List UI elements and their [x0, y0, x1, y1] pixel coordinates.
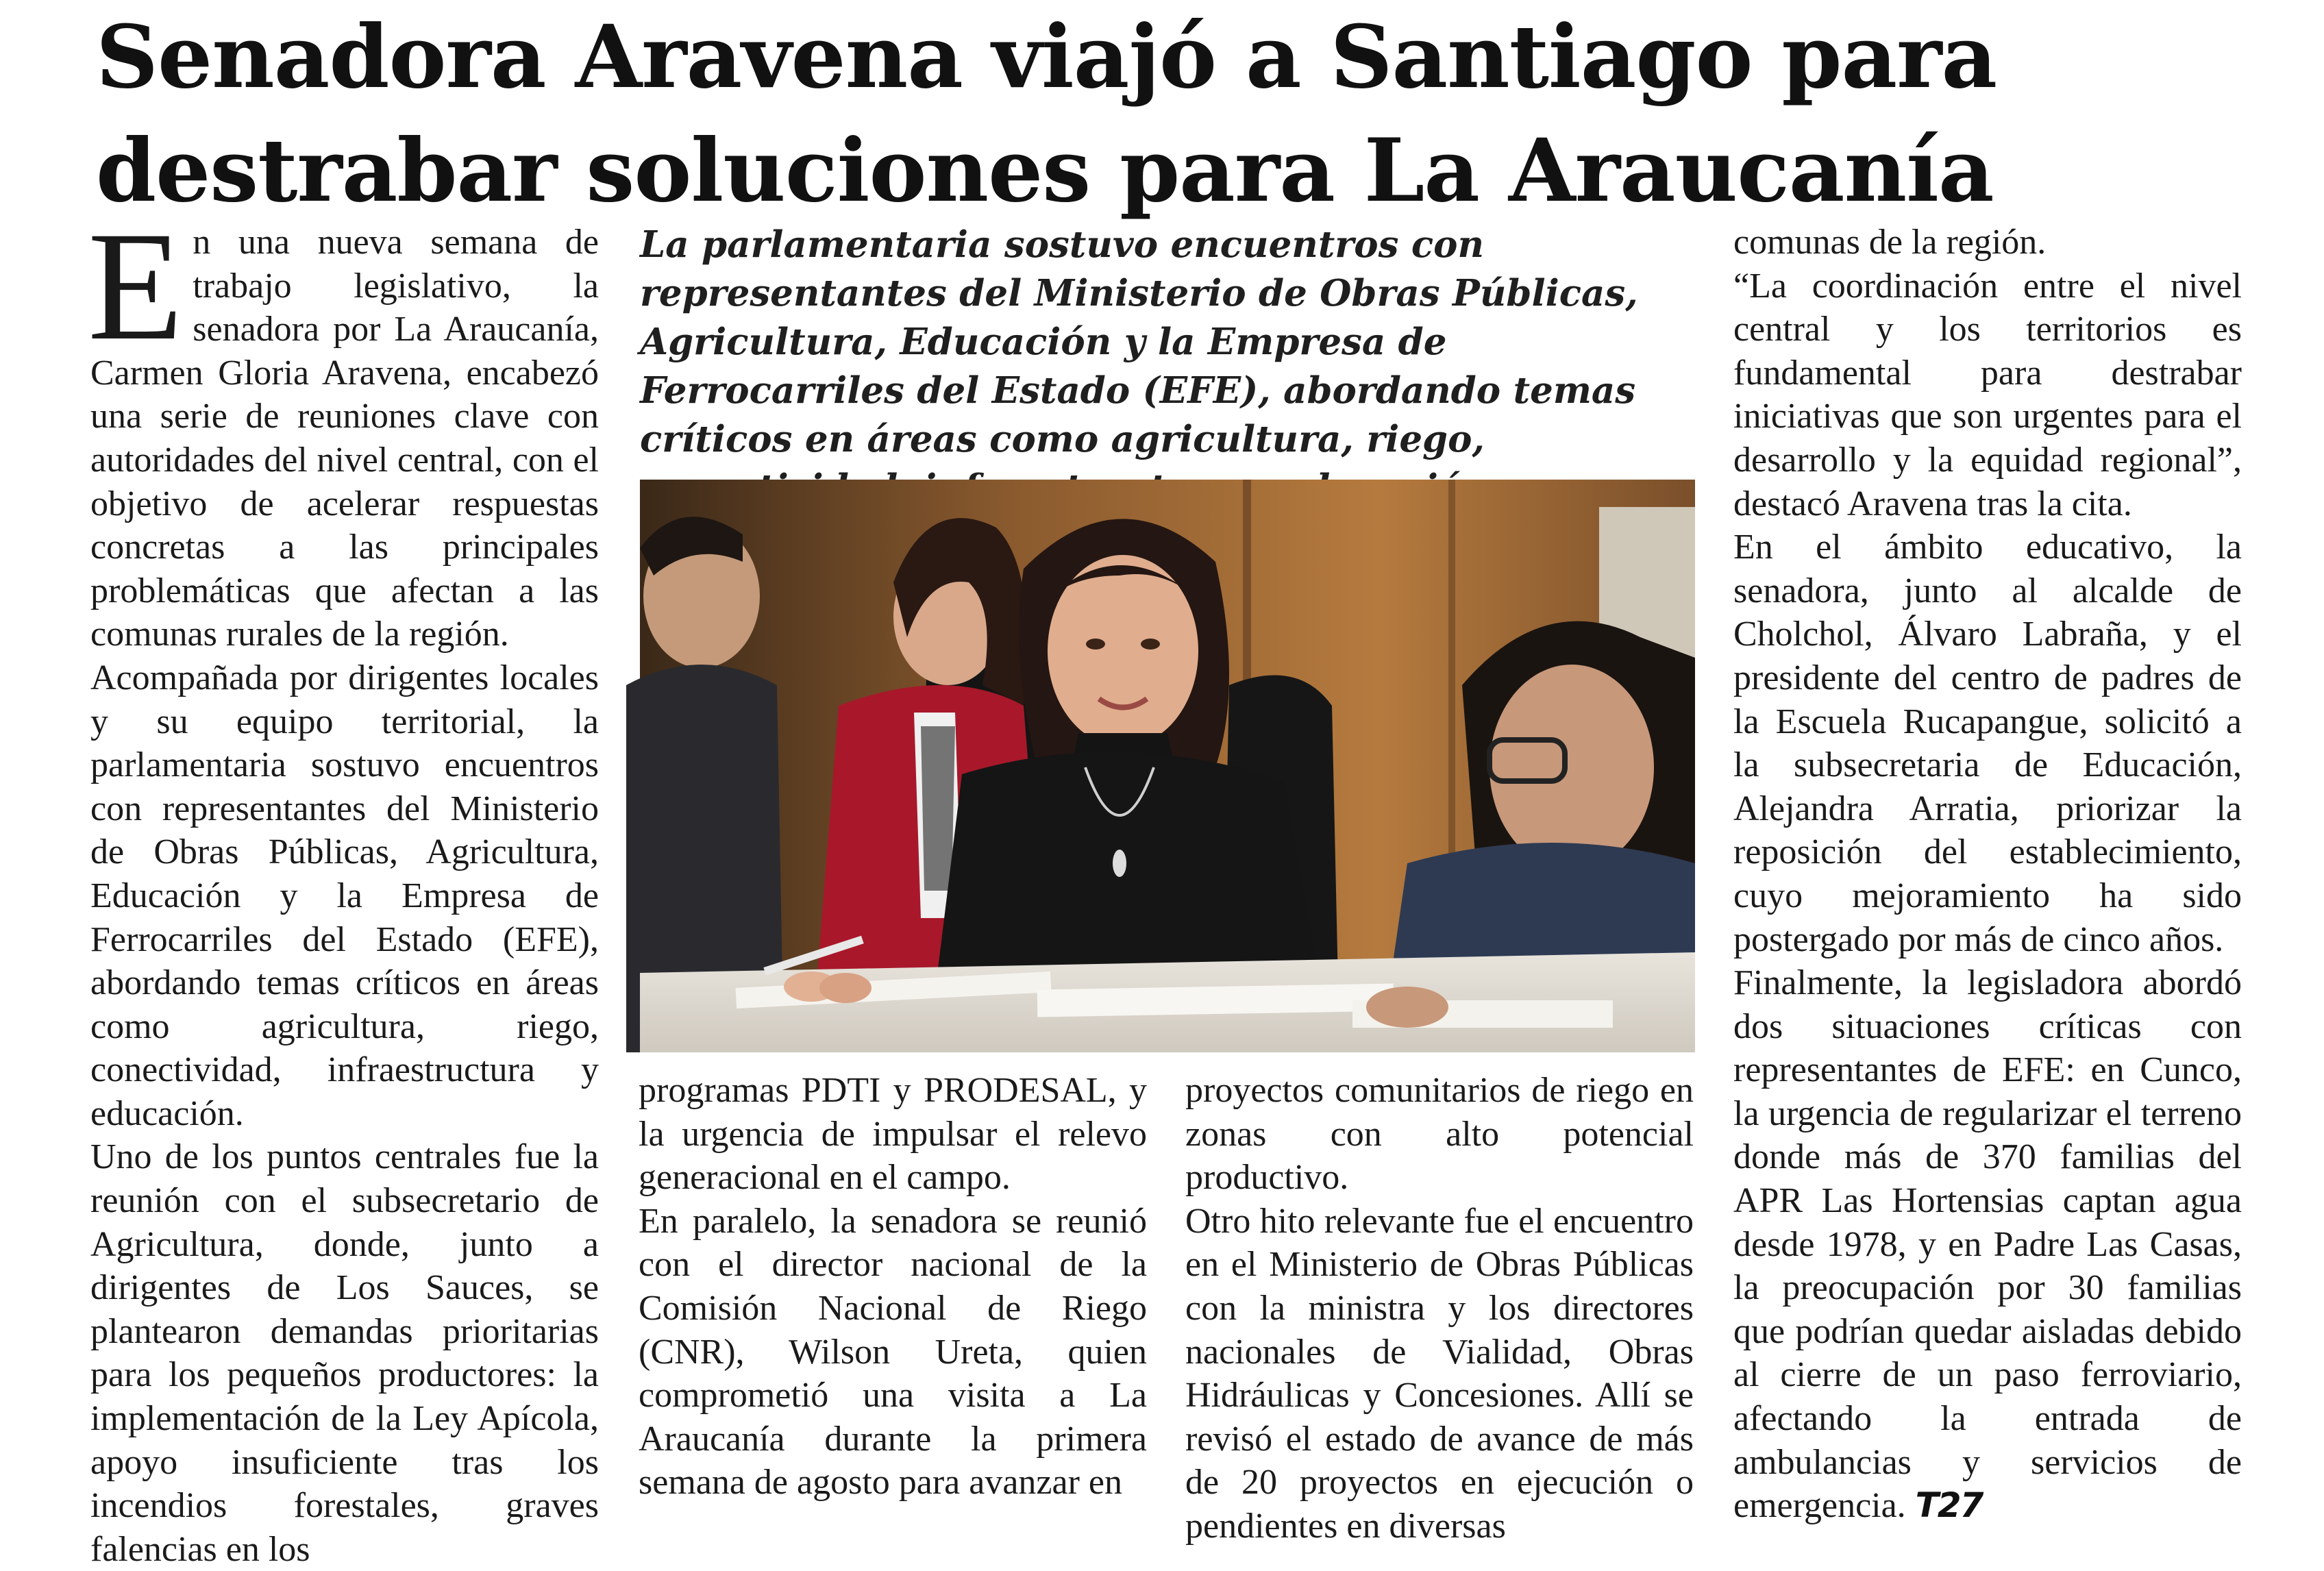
article-photo: [640, 480, 1695, 1052]
paragraph: programas PDTI y PRODESAL, y la urgencia de impulsar el relevo generacional en el campo.: [639, 1071, 1147, 1198]
paragraph: proyectos comunitarios de riego en zonas con alto potencial productivo.: [1185, 1071, 1694, 1198]
publication-logo: T27: [1915, 1485, 1983, 1526]
paragraph: comunas de la región.: [1733, 223, 2047, 262]
paragraph: En el ámbito educativo, la senadora, junto al alcalde de Cholchol, Álvaro Labraña, y el presidente del centro de padres de la Escuela Rucapangue, solicitó a la subsecretaria de Educación, Alejandra Arratia, priorizar la reposición del establecimiento, cuyo mejoramiento ha sido postergado por más de cinco años.: [1733, 528, 2242, 959]
body-column-2: [639, 1069, 1147, 1502]
paragraph: En una nueva semana de trabajo legislativo, la senadora por La Araucanía, Carmen Gloria Aravena, encabezó una serie de reuniones clave con autoridades del nivel central, con el objetivo de acelerar respuestas concretas a las principales problemáticas que afectan a las comunas rurales de la región.: [88, 200, 599, 654]
headline: Senadora Aravena viajó a Santiago para destrabar soluciones para La Araucanía: [96, 6, 1997, 221]
paragraph: Finalmente, la legisladora abordó dos situaciones críticas con representantes de EFE: en Cunco, la urgencia de regularizar el terreno donde más de 370 familias del APR Las Hortensias captan agua desde 1978, y en Padre Las Casas, la preocupación por 30 familias que podrían quedar aisladas debido al cierre de un paso ferroviario, afectando la entrada de ambulancias y servicios de emergencia. T27: [1733, 963, 2242, 1526]
paragraph: Uno de los puntos centrales fue la reunión con el subsecretario de Agricultura, donde, junto a dirigentes de Los Sauces, se plantearon demandas prioritarias para los pequeños productores: la implementación de la Ley Apícola, apoyo insuficiente tras los incendios forestales, graves falencias en los: [90, 1137, 599, 1569]
body-column-4: [1733, 221, 2242, 1526]
lede-subheading: La parlamentaria sostuvo encuentros con representantes del Ministerio de Obras Públicas, Agricultura, Educación y la Empresa de Ferrocarriles del Estado (EFE), abordando temas críticos en áreas como agricultura, riego,: [640, 223, 1638, 460]
paragraph: Otro hito relevante fue el encuentro en el Ministerio de Obras Públicas con la ministra y los directores nacionales de Vialidad, Obras Hidráulicas y Concesiones. Allí se revisó el estado de avance de más de 20 proyectos en ejecución o pendientes en diversas: [1185, 1201, 1694, 1546]
paragraph: En paralelo, la senadora se reunió con el director nacional de la Comisión Nacional de Riego (CNR), Wilson Ureta, quien comprometió una visita a La Araucanía durante la primera semana de agosto para avanzar en: [639, 1201, 1147, 1502]
body-column-1: [88, 200, 599, 1569]
paragraph: Acompañada por dirigentes locales y su equipo territorial, la parlamentaria sostuvo encuentros con representantes del Ministerio de Obras Públicas, Agricultura, Educación y la Empresa de Ferrocarriles del Estado (EFE), abordando temas críticos en áreas como agricultura, riego, conectividad, infraestructura y educación.: [90, 658, 599, 1133]
drop-cap: E: [88, 200, 184, 373]
paragraph: “La coordinación entre el nivel central y los territorios es fundamental para destrabar iniciativas que son urgentes para el desarrollo y la equidad regional”, destacó Aravena tras la cita.: [1733, 266, 2242, 523]
body-column-3: [1185, 1069, 1694, 1546]
meeting-photo-illustration: [640, 480, 1695, 1052]
